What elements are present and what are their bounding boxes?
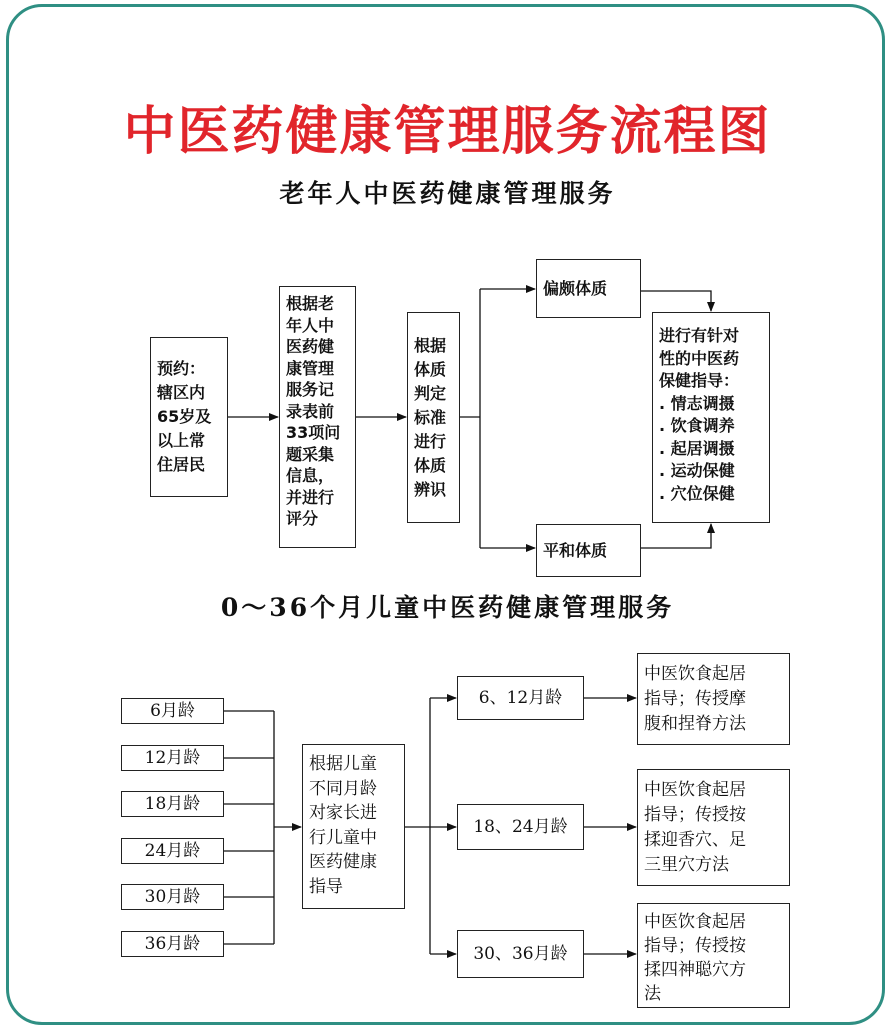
center-line: 行儿童中 (309, 827, 377, 848)
children-section-heading: 0～36个月儿童中医药健康管理服务 (220, 593, 675, 622)
age-label: 36月龄 (144, 934, 201, 954)
collect-line: 录表前 (286, 401, 335, 421)
balanced-constitution-label: 平和体质 (543, 540, 608, 560)
guidance-line: 保健指导： (659, 371, 740, 390)
group-label: 6、12月龄 (478, 688, 563, 708)
collect-line: 服务记 (286, 380, 335, 399)
collect-line: 年人中 (286, 315, 335, 335)
age-label: 18月龄 (144, 794, 201, 814)
collect-line: 33项问 (286, 423, 341, 442)
arrow-balanced-to-guidance (641, 524, 711, 548)
guidance-line: . 饮食调养 (659, 416, 735, 435)
age-label: 12月龄 (144, 748, 201, 768)
guidance-line: . 情志调摄 (659, 393, 735, 413)
center-line: 根据儿童 (309, 754, 377, 774)
collect-line: 并进行 (286, 487, 335, 507)
identify-line: 进行 (414, 431, 447, 451)
appointment-line: 辖区内 (157, 383, 206, 402)
appointment-line: 预约： (157, 359, 206, 378)
identify-line: 体质 (414, 455, 447, 475)
appointment-line: 65岁及 (157, 407, 212, 426)
group-label: 18、24月龄 (473, 817, 568, 837)
guide-line: 指导；传授摩 (644, 689, 746, 709)
guidance-line: . 运动保健 (659, 461, 735, 480)
guidance-line: . 穴位保健 (659, 483, 735, 503)
guide-line: 指导；传授按 (644, 936, 746, 956)
guide-line: 揉四神聪穴方 (644, 960, 746, 980)
collect-line: 评分 (286, 509, 319, 528)
page-title: 中医药健康管理服务流程图 (123, 102, 772, 162)
group-label: 30、36月龄 (473, 944, 568, 964)
collect-line: 题采集 (286, 444, 335, 464)
center-line: 不同月龄 (309, 778, 377, 799)
collect-line: 医药健 (286, 337, 335, 356)
guide-line: 中医饮食起居 (644, 664, 746, 684)
guide-line: 腹和捏脊方法 (644, 714, 746, 734)
center-line: 指导 (309, 876, 343, 897)
guide-line: 中医饮食起居 (644, 780, 746, 800)
age-label: 6月龄 (150, 701, 195, 721)
collect-line: 根据老 (286, 294, 335, 313)
guidance-line: 进行有针对 (659, 326, 740, 345)
identify-line: 判定 (414, 383, 447, 403)
age-label: 30月龄 (144, 887, 201, 907)
age-label: 24月龄 (144, 841, 201, 861)
collect-line: 康管理 (286, 358, 335, 378)
guide-line: 指导；传授按 (644, 805, 746, 825)
identify-line: 标准 (414, 407, 447, 427)
identify-line: 体质 (414, 359, 447, 379)
guidance-line: 性的中医药 (659, 348, 740, 368)
identify-line: 辨识 (414, 479, 447, 499)
guide-line: 三里穴方法 (644, 855, 729, 875)
center-line: 对家长进 (309, 803, 377, 823)
appointment-line: 以上常 (157, 431, 206, 450)
identify-line: 根据 (414, 335, 447, 355)
appointment-line: 住居民 (157, 455, 206, 474)
guidance-line: . 起居调摄 (659, 438, 735, 458)
collect-line: 信息， (286, 466, 335, 485)
elderly-section-heading: 老年人中医药健康管理服务 (279, 179, 616, 208)
center-line: 医药健康 (309, 852, 377, 872)
arrow-biased-to-guidance (641, 291, 711, 311)
guide-line: 揉迎香穴、足 (644, 830, 746, 850)
guide-line: 法 (644, 984, 661, 1004)
biased-constitution-label: 偏颇体质 (543, 278, 608, 298)
guide-line: 中医饮食起居 (644, 912, 746, 932)
